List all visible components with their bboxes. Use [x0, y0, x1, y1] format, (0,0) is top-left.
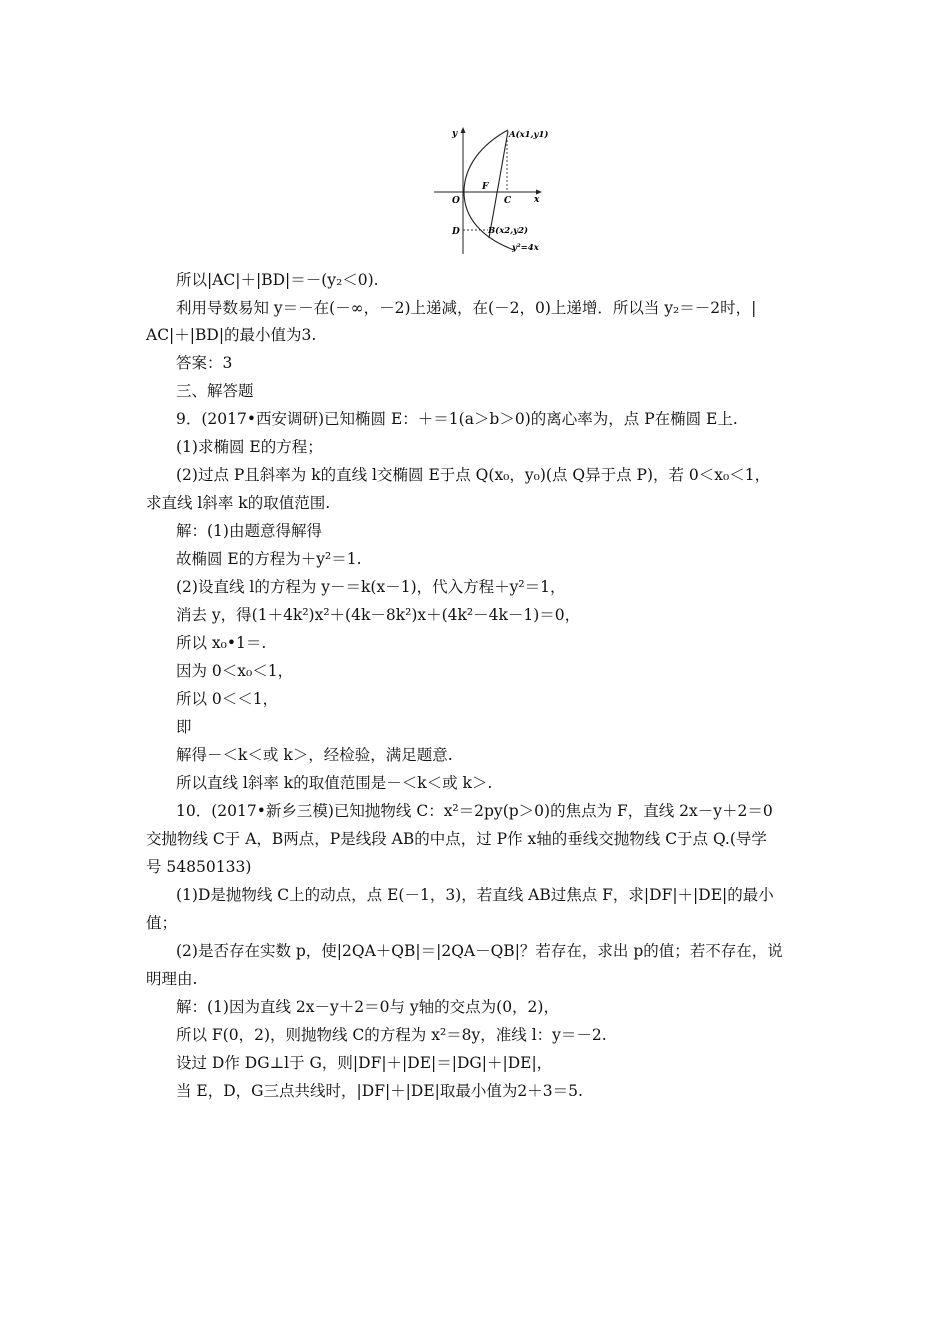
text-line: 所以 F(0，2)，则抛物线 C的方程为 x²＝8y，准线 l：y＝－2. [176, 1026, 607, 1044]
section-heading: 三、解答题 [176, 382, 254, 400]
text-line: 9．(2017•西安调研)已知椭圆 E：＋＝1(a＞b＞0)的离心率为，点 P在椭圆 E上. [176, 410, 738, 428]
text-line: 所以 0＜＜1， [176, 690, 279, 708]
y-axis-arrow [461, 127, 466, 133]
text-line: 答案：3 [176, 354, 233, 372]
chord-ab [489, 131, 508, 238]
point-a-label: A(x1,y1) [509, 130, 549, 140]
text-line: 号 54850133) [146, 858, 252, 876]
curve-label: y²=4x [512, 243, 539, 253]
text-line: 即 [176, 718, 192, 736]
text-line: 设过 D作 DG⊥l于 G，则|DF|＋|DE|＝|DG|＋|DE|， [176, 1054, 553, 1072]
text-line: 当 E，D，G三点共线时，|DF|＋|DE|取最小值为2＋3＝5. [176, 1082, 583, 1100]
text-line: 所以直线 l斜率 k的取值范围是－＜k＜或 k＞. [176, 774, 493, 792]
point-c-label: C [504, 196, 512, 206]
text-line: 明理由. [146, 970, 198, 988]
point-b-label: B(x2,y2) [488, 226, 529, 236]
text-line: 10．(2017•新乡三模)已知抛物线 C：x²＝2py(p＞0)的焦点为 F，直线 2x－y＋2＝0 [176, 802, 773, 820]
text-line: (1)求椭圆 E的方程； [176, 438, 323, 456]
text-line: 因为 0＜x₀＜1， [176, 662, 294, 680]
x-axis-arrow [536, 190, 542, 195]
text-line: 解得－＜k＜或 k＞，经检验，满足题意. [176, 746, 453, 764]
text-line: 解：(1)因为直线 2x－y＋2＝0与 y轴的交点为(0，2)， [176, 998, 559, 1016]
y-axis-label: y [452, 129, 458, 139]
text-line: (2)设直线 l的方程为 y－＝k(x－1)，代入方程＋y²＝1， [176, 578, 566, 596]
text-line: 值； [146, 914, 178, 932]
text-line: 消去 y，得(1＋4k²)x²＋(4k－8k²)x＋(4k²－4k－1)＝0， [176, 606, 581, 624]
origin-label: O [452, 196, 460, 206]
text-line: 解：(1)由题意得解得 [176, 522, 322, 540]
text-line: (1)D是抛物线 C上的动点，点 E(－1，3)，若直线 AB过焦点 F，求|DF|＋|DE|的最小 [176, 886, 774, 904]
text-line: 求直线 l斜率 k的取值范围. [146, 494, 331, 512]
text-line: 所以|AC|＋|BD|＝－(y₂＜0). [176, 271, 379, 289]
text-line: 交抛物线 C于 A，B两点，P是线段 AB的中点，过 P作 x轴的垂线交抛物线 C于点 Q.(导学 [146, 830, 767, 848]
text-line: 所以 x₀•1＝. [176, 634, 267, 652]
point-d-label: D [452, 227, 460, 237]
text-line: 利用导数易知 y＝－在(－∞，－2)上递减，在(－2，0)上递增．所以当 y₂＝－2时，| [176, 299, 757, 317]
focus-label: F [482, 182, 489, 192]
text-line: (2)是否存在实数 p，使|2QA＋QB|＝|2QA－QB|？若存在，求出 p的值；若不存在，说 [176, 942, 783, 960]
x-axis-label: x [534, 195, 540, 205]
parabola-diagram [430, 122, 550, 258]
text-line: AC|＋|BD|的最小值为3. [146, 326, 317, 344]
text-line: (2)过点 P且斜率为 k的直线 l交椭圆 E于点 Q(x₀，y₀)(点 Q异于点 P)，若 0＜x₀＜1， [176, 466, 771, 484]
text-line: 故椭圆 E的方程为＋y²＝1. [176, 550, 362, 568]
